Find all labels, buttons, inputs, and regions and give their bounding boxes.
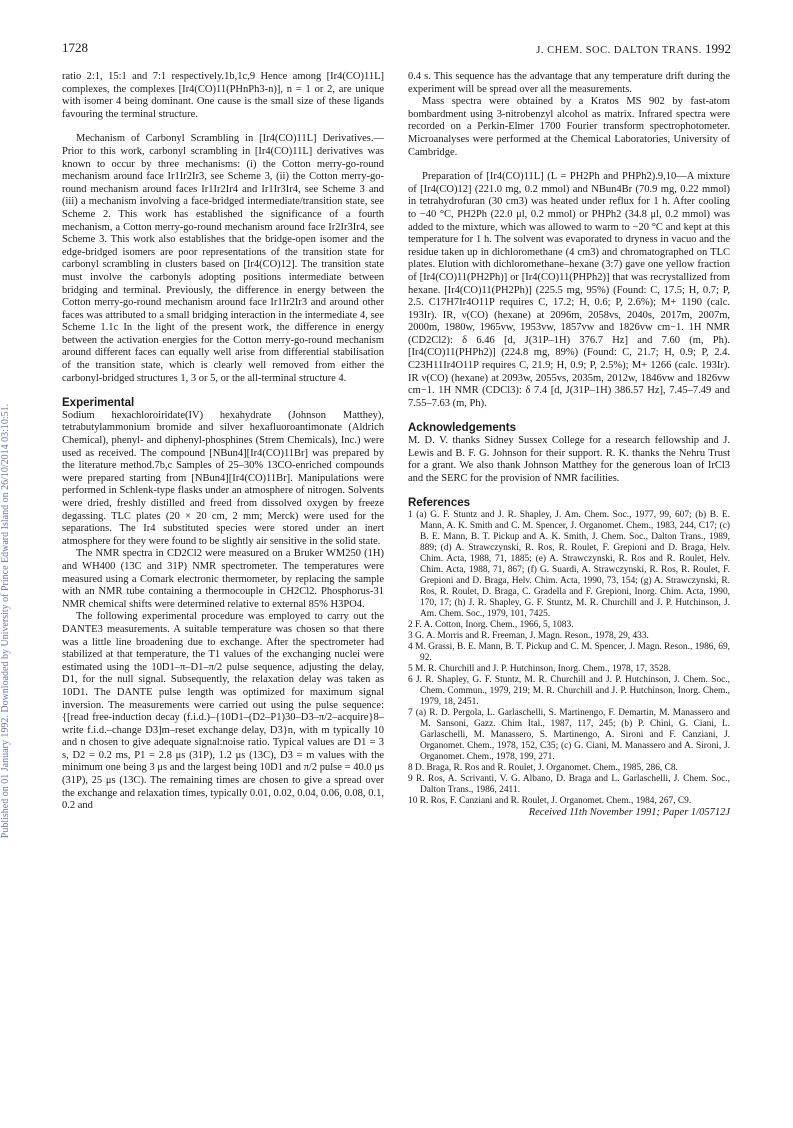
- paragraph: M. D. V. thanks Sidney Sussex College for a research fellowship and J. Lewis and B. F. G. Johnson for their support. R. K. thanks the Nehru Trust for a grant. We also thank Johnson Matthey for the generous loan of IrCl3 and the SERC for the provision of NMR facilities.: [408, 435, 730, 484]
- reference-item: 3 G. A. Morris and R. Freeman, J. Magn. Reson., 1978, 29, 433.: [408, 631, 649, 641]
- paragraph: The NMR spectra in CD2Cl2 were measured on a Bruker WM250 (1H) and WH400 (13C and 31P) NMR spectrometer. The temperatures were measured using a Comark electronic thermometer, by replacing the sample with an NMR tube containing a thermocouple in CH2Cl2. Phosphorus-31 NMR chemical shifts were determined relative to external 85% H3PO4.: [62, 548, 384, 610]
- reference-list: [408, 510, 730, 807]
- paragraph: The following experimental procedure was employed to carry out the DANTE3 measurements. A suitable temperature was chosen so that there was a little line broadening due to exchange. After the spectrometer had stabilized at that temperature, the T1 values of the exchanging nuclei were estimated using the 10D1–π–D1–π/2 pulse sequence, adjusting the delay, D1, for the null signal. Subsequently, the relaxation delay was taken as 10D1. The DANTE pulse length was optimized for maximum signal inversion. The measurements were carried out using the pulse sequence: {[read free-induction decay (f.i.d.)–{10D1–(D2–P1)30–D3–π/2–acquire}8–write f.i.d.–change D3]m–reset exchange delay, D3}n, with m typically 10 and n chosen to give adequate signal:noise ratio. Typical values are D1 = 3 s, D2 = 0.2 ms, P1 = 2.8 μs (31P), 1.2 μs (13C), D3 = m values with the minimum one being 3 μs and the largest being 10D1 and π/2 pulse = 40.0 μs (31P), 25 μs (13C). The remaining times are chosen to give a spread over the exchange and relaxation times, typically 0.01, 0.02, 0.04, 0.06, 0.08, 0.1, 0.2 and: [62, 611, 384, 812]
- left-column: [62, 71, 384, 813]
- journal-year: 1992: [705, 41, 731, 56]
- paragraph: Mass spectra were obtained by a Kratos MS 902 by fast-atom bombardment using 3-nitrobenzyl alcohol as matrix. Infrared spectra were recorded on a Perkin-Elmer 1700 Fourier transform spectrophotometer. Microanalyses were performed at the Chemical Laboratories, University of Cambridge.: [408, 96, 730, 158]
- section-heading-acknowledgements: Acknowledgements: [408, 422, 516, 435]
- reference-item: 4 M. Grassi, B. E. Mann, B. T. Pickup and C. M. Spencer, J. Magn. Reson., 1986, 69, 92.: [408, 642, 730, 663]
- reference-item: 9 R. Ros, A. Scrivanti, V. G. Albano, D. Braga and L. Garlaschelli, J. Chem. Soc., Dalton Trans., 1986, 2411.: [408, 774, 730, 795]
- paragraph: Sodium hexachloroiridate(IV) hexahydrate (Johnson Matthey), tetrabutylammonium bromide and silver hexafluoroantimonate (Aldrich Chemical), phenyl- and diphenyl-phosphines (Strem Chemicals), Inc.) were used as received. The compound [NBun4][Ir4(CO)11Br] was prepared by the literature method.7b,c Samples of 25–30% 13CO-enriched compounds were prepared starting from [NBun4][Ir4(CO)11Br]. Manipulations were performed in Schlenk-type flasks under an atmosphere of nitrogen. Solvents were dried, freshly distilled and freed from dissolved oxygen by freeze degassing. TLC plates (20 × 20 cm, 2 mm; Merck) were used for the separations. The Ir4 substituted species were stored under an inert atmosphere for they were found to be slightly air sensitive in the solid state.: [62, 409, 384, 547]
- reference-item: 7 (a) R. D. Pergola, L. Garlaschelli, S. Martinengo, F. Demartin, M. Manassero and M. Sansoni, Gazz. Chim Ital., 1987, 117, 245; (b) P. Chini, G. Ciani, L. Garlaschelli, M. Manassero, S. Martinengo, A. Sironi and F. Canziani, J. Organomet. Chem., 1978, 152, C35; (c) G. Ciani, M. Manassero and A. Sironi, J. Organomet. Chem., 1978, 199, 271.: [408, 708, 730, 762]
- right-column: [408, 71, 730, 820]
- reference-item: 2 F. A. Cotton, Inorg. Chem., 1966, 5, 1083.: [408, 620, 574, 630]
- paragraph: Preparation of [Ir4(CO)11L] (L = PH2Ph and PHPh2).9,10—A mixture of [Ir4(CO)12] (221.0 mg, 0.2 mmol) and NBun4Br (70.9 mg, 0.22 mmol) in tetrahydrofuran (30 cm3) was heated under reflux for 1 h. After cooling to −40 °C, PH2Ph (22.0 μl, 0.2 mmol) or PHPh2 (34.8 μl, 0.2 mmol) was added to the mixture, which was allowed to warm to −20 °C and kept at this temperature for 1 h. The solvent was evaporated to dryness in vacuo and the residue taken up in dichloromethane (4 cm3) and chromatographed on TLC plates. Elution with dichloromethane–hexane (3:7) gave one yellow fraction of [Ir4(CO)11(PH2Ph)] or [Ir4(CO)11(PHPh2)] that was recrystallized from hexane. [Ir4(CO)11(PH2Ph)] (225.5 mg, 95%) (Found: C, 17.5; H, 0.7; P, 2.5. C17H7Ir4O11P requires C, 17.2; H, 0.6; P, 2.6%); M+ 1190 (calc. 193Ir). IR, ν(CO) (hexane) at 2096m, 2058vs, 2040s, 2017m, 2007m, 2000m, 1980w, 1965vw, 1953vw, 1857vw and 1826vw cm−1. 1H NMR (CD2Cl2): δ 6.46 [d, J(31P–1H) 376.7 Hz] and 7.60 (m, Ph). [Ir4(CO)11(PHPh2)] (224.8 mg, 89%) (Found: C, 21.7; H, 0.9; P, 2.4. C23H11Ir4O11P requires C, 21.9; H, 0.9; P, 2.5%); M+ 1266 (calc. 193Ir). IR ν(CO) (hexane) at 2093w, 2055vs, 2035m, 2012w, 1846vw and 1826vw cm−1. 1H NMR (CDCl3): δ 7.4 [d, J(31P–1H) 386.57 Hz], 7.45–7.49 and 7.55–7.63 (m, Ph).: [408, 171, 730, 409]
- section-heading-references: References: [408, 497, 471, 510]
- reference-item: 5 M. R. Churchill and J. P. Hutchinson, Inorg. Chem., 1978, 17, 3528.: [408, 664, 671, 674]
- paragraph: 0.4 s. This sequence has the advantage that any temperature drift during the experiment will be spread over all the measurements.: [408, 71, 730, 95]
- reference-item: 10 R. Ros, F. Canziani and R. Roulet, J. Organomet. Chem., 1984, 267, C9.: [408, 796, 692, 806]
- reference-item: 8 D. Braga, R. Ros and R. Roulet, J. Organomet. Chem., 1985, 286, C8.: [408, 763, 678, 773]
- page-number: 1728: [62, 40, 88, 55]
- paragraph: Mechanism of Carbonyl Scrambling in [Ir4(CO)11L] Derivatives.—Prior to this work, carbonyl scrambling in [Ir4(CO)11L] derivatives was known to occur by three mechanisms: (i) the Cotton merry-go-round mechanism around face Ir1Ir2Ir3, see Scheme 3, (ii) the Cotton merry-go-round mechanism around faces Ir1Ir2Ir4 and Ir1Ir3Ir4, see Scheme 3 and (iii) a mechanism involving a face-bridged intermediate/transition state, see Scheme 2. This work has established the significance of a fourth mechanism, a Cotton merry-go-round mechanism around face Ir2Ir3Ir4, see Scheme 3. This work also establishes that the bridge-open isomer and the edge-bridged isomers are poor representations of the transition state for carbonyl scrambling in clusters based on [Ir4(CO)12]. The transition state must involve the carbonyls adopting positions intermediate between bridging and terminal. Previously, the difference in energy between the Cotton merry-go-round mechanism around face Ir1Ir2Ir3 and around other faces was attributed to a small bridging interaction in the intermediate 4, see Scheme 1.1c In the light of the present work, the difference in energy between the activation energies for the Cotton merry-go-round mechanism around different faces can equally well arise from differential stabilisation of the transition state, which is clearly well removed from either the carbonyl-bridged structures 1, 3 or 5, or the all-terminal structure 4.: [62, 133, 384, 384]
- section-heading-experimental: Experimental: [62, 397, 135, 410]
- journal-name: J. CHEM. SOC. DALTON TRANS.: [536, 45, 702, 56]
- publication-sidebar[interactable]: Published on 01 January 1992. Downloaded by University of Prince Edward Island on 26/10/2014 03:10:51.: [0, 403, 11, 839]
- received-date: Received 11th November 1991; Paper 1/05712J: [528, 807, 730, 818]
- paragraph: ratio 2:1, 15:1 and 7:1 respectively.1b,1c,9 Hence among [Ir4(CO)11L] complexes, the complexes [Ir4(CO)11(PHnPh3-n)], n = 1 or 2, are unique with isomer 4 being dominant. One cause is the small size of these ligands favouring the terminal structure.: [62, 71, 384, 120]
- journal-header: [536, 41, 731, 57]
- reference-item: 1 (a) G. F. Stuntz and J. R. Shapley, J. Am. Chem. Soc., 1977, 99, 607; (b) B. E. Mann, A. K. Smith and C. M. Spencer, J. Organomet. Chem., 1983, 244, C17; (c) B. E. Mann, B. T. Pickup and A. K. Smith, J. Chem. Soc., Dalton Trans., 1989, 889; (d) A. Strawczynski, R. Ros, R. Roulet, F. Grepioni and D. Braga, Helv. Chim. Acta, 1988, 71, 1885; (e) A. Strawczynski, R. Ros and R. Roulet, Helv. Chim. Acta, 1988, 71, 867; (f) G. Suardi, A. Strawczynski, R. Ros, R. Roulet, F. Grepioni and D. Braga, Helv. Chim. Acta, 1990, 73, 154; (g) A. Strawczynski, R. Ros, R. Roulet, D. Braga, C. Gradella and F. Grepioni, Inorg. Chim. Acta, 1990, 170, 17; (h) J. R. Shapley, G. F. Stuntz, M. R. Churchill and J. P. Hutchinson, J. Am. Chem. Soc., 1979, 101, 7425.: [408, 510, 730, 619]
- reference-item: 6 J. R. Shapley, G. F. Stuntz, M. R. Churchill and J. P. Hutchinson, J. Chem. Soc., Chem. Commun., 1979, 219; M. R. Churchill and J. P. Hutchinson, Inorg. Chem., 1979, 18, 2451.: [408, 675, 730, 707]
